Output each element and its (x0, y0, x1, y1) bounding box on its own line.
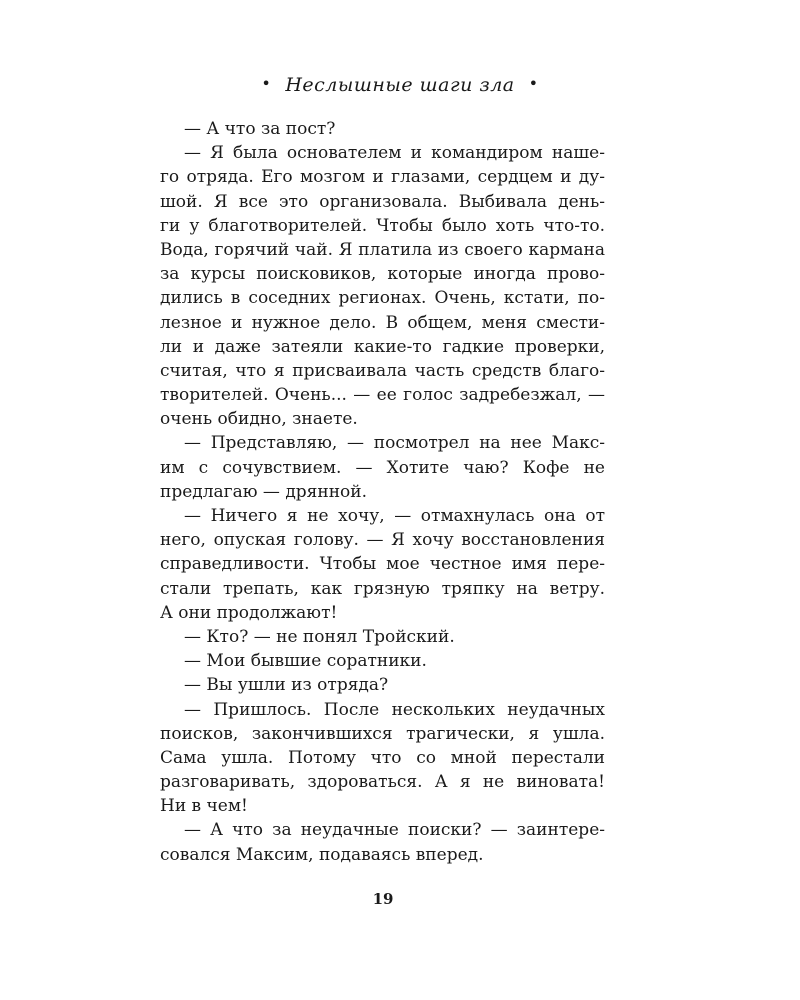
text-line: за курсы поисковиков, которые иногда прово- (160, 264, 605, 285)
text-line: справедливости. Чтобы мое честное имя пере- (160, 554, 605, 575)
text-line: совался Максим, подаваясь вперед. (160, 844, 484, 865)
text-line: творителей. Очень... — ее голос задребезжал, — (160, 385, 605, 406)
text-line: — Я была основателем и командиром наше- (184, 143, 605, 164)
page-body-text (160, 117, 605, 867)
text-line: дились в соседних регионах. Очень, кстати, по- (160, 288, 605, 309)
text-line: ли и даже затеяли какие-то гадкие проверки, (160, 336, 605, 357)
header-bullet-left: • (261, 74, 272, 93)
text-line: — Кто? — не понял Тройский. (184, 626, 455, 647)
text-line: стали трепать, как грязную тряпку на ветру. (160, 578, 605, 599)
text-line: А они продолжают! (160, 602, 338, 623)
text-line: го отряда. Его мозгом и глазами, сердцем и ду- (160, 167, 605, 188)
text-line: — Вы ушли из отряда? (184, 675, 389, 696)
text-line: — А что за неудачные поиски? — заинтере- (184, 820, 605, 841)
text-line: разговаривать, здороваться. А я не виновата! (160, 772, 605, 793)
text-line: поисков, закончившихся трагически, я ушла. (160, 723, 605, 744)
text-line: Сама ушла. Потому что со мной перестали (160, 747, 605, 768)
text-line: шой. Я все это организовала. Выбивала день- (160, 191, 605, 212)
text-line: — Пришлось. После нескольких неудачных (184, 699, 605, 720)
text-line: предлагаю — дрянной. (160, 481, 368, 502)
text-line: Вода, горячий чай. Я платила из своего кармана (160, 239, 605, 260)
text-line: очень обидно, знаете. (160, 409, 358, 430)
page-number: 19 (372, 890, 394, 908)
text-line: Ни в чем! (160, 796, 248, 817)
text-line: считая, что я присваивала часть средств благо- (160, 360, 605, 381)
header-bullet-right: • (528, 74, 539, 93)
running-header (0, 74, 800, 96)
text-line: него, опуская голову. — Я хочу восстановления (160, 530, 605, 551)
header-title: Неслышные шаги зла (285, 74, 515, 96)
text-line: — Представляю, — посмотрел на нее Макс- (184, 433, 605, 454)
text-line: — Ничего я не хочу, — отмахнулась она от (184, 506, 605, 526)
text-line: — Мои бывшие соратники. (184, 651, 427, 672)
text-line: — А что за пост? (184, 119, 336, 139)
text-line: им с сочувствием. — Хотите чаю? Кофе не (160, 457, 605, 478)
text-line: ги у благотворителей. Чтобы было хоть что-то. (160, 215, 605, 236)
text-line: лезное и нужное дело. В общем, меня смести- (160, 312, 605, 333)
